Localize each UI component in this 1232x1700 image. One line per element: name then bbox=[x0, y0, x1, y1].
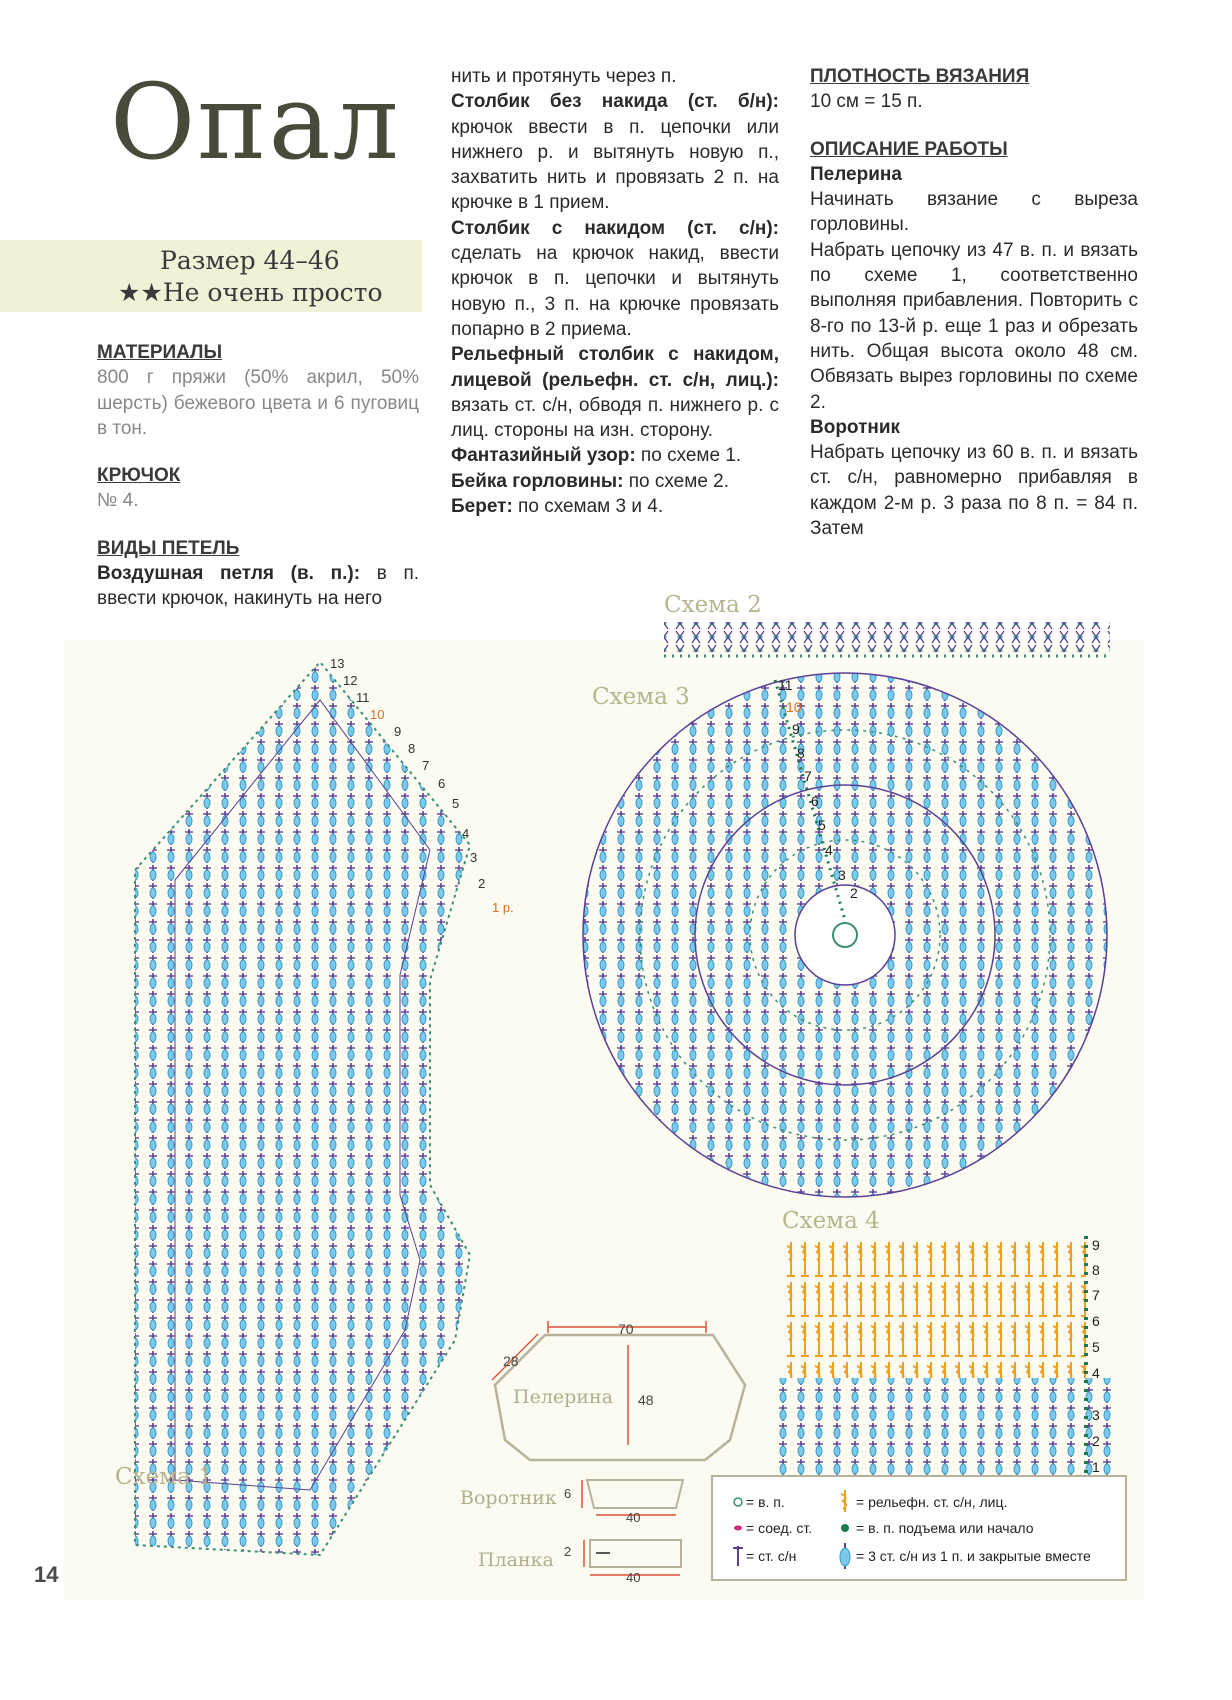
s4-row-8: 8 bbox=[1092, 1262, 1100, 1278]
s3-row-3: 3 bbox=[838, 867, 846, 883]
collar-label: Воротник bbox=[460, 1487, 557, 1509]
schema-2-label: Схема 2 bbox=[664, 592, 762, 618]
s1-row-3: 3 bbox=[470, 850, 478, 865]
beret-term: Берет: bbox=[451, 496, 513, 518]
cape-label: Пелерина bbox=[513, 1386, 613, 1408]
s3-row-7: 7 bbox=[804, 768, 812, 784]
schema-3-chart bbox=[583, 673, 1107, 1197]
hook-heading: КРЮЧОК bbox=[97, 465, 181, 487]
schema-4-row-numbers bbox=[1092, 1237, 1100, 1475]
schema-4-label: Схема 4 bbox=[782, 1208, 880, 1234]
schema-1-label: Схема 1 bbox=[115, 1464, 213, 1490]
schema-3-label: Схема 3 bbox=[592, 684, 690, 710]
difficulty-label: ★★Не очень просто bbox=[118, 278, 383, 307]
s3-row-8: 8 bbox=[797, 745, 805, 761]
s3-row-5: 5 bbox=[818, 817, 826, 833]
collar-subheading: Воротник bbox=[810, 416, 901, 438]
cape-width: 70 bbox=[618, 1321, 634, 1337]
s3-row-10: 10 bbox=[786, 699, 802, 715]
cape-text-1: Начинать вязание с выреза горловины. bbox=[810, 189, 1138, 236]
collar-shape bbox=[587, 1480, 683, 1508]
s1-row-4: 4 bbox=[462, 826, 470, 841]
page-title: Опал bbox=[110, 61, 401, 183]
s4-row-5: 5 bbox=[1092, 1339, 1100, 1355]
cape-height: 48 bbox=[638, 1392, 654, 1408]
collar-height: 6 bbox=[564, 1486, 572, 1501]
cape-side: 28 bbox=[503, 1353, 519, 1369]
legend bbox=[712, 1476, 1126, 1580]
cape-subheading: Пелерина bbox=[810, 163, 902, 185]
fpdc-term: Рельефный столбик с накидом, лицевой (рельефн. ст. с/н, лиц.): bbox=[451, 344, 779, 391]
s3-row-6: 6 bbox=[811, 793, 819, 809]
legend-cluster: = 3 ст. с/н из 1 п. и закрытые вместе bbox=[856, 1548, 1091, 1564]
cape-dimension-lines bbox=[492, 1321, 706, 1445]
materials-text: 800 г пряжи (50% акрил, 50% шерсть) бежевого цвета и 6 пуговиц в тон. bbox=[97, 367, 419, 439]
s4-row-7: 7 bbox=[1092, 1287, 1100, 1303]
start-chain-legend-icon bbox=[841, 1524, 849, 1532]
gauge-heading: ПЛОТНОСТЬ ВЯЗАНИЯ bbox=[810, 66, 1030, 87]
collar-width: 40 bbox=[626, 1510, 641, 1525]
beret-def: по схемам 3 и 4. bbox=[512, 496, 664, 518]
legend-fpdc: = рельефн. ст. с/н, лиц. bbox=[856, 1494, 1008, 1510]
description-heading: ОПИСАНИЕ РАБОТЫ bbox=[810, 138, 1008, 160]
s1-row-5: 5 bbox=[452, 796, 460, 811]
legend-slip: = соед. ст. bbox=[746, 1520, 813, 1536]
s4-row-1: 1 bbox=[1092, 1459, 1100, 1475]
band-width: 40 bbox=[626, 1570, 641, 1585]
sc-def: крючок ввести в п. цепочки или нижнего р. и вытянуть новую п., захватить нить и провязать 2 п. на крючке в 1 прием. bbox=[451, 116, 779, 214]
schema-1-chart bbox=[135, 662, 470, 1555]
continued-text: нить и протянуть через п. bbox=[451, 66, 677, 87]
schema-2-chart bbox=[664, 622, 1110, 652]
s3-row-4: 4 bbox=[825, 842, 833, 858]
legend-start: = в. п. подъема или начало bbox=[856, 1520, 1034, 1536]
s4-row-9: 9 bbox=[1092, 1237, 1100, 1253]
s1-row-12: 12 bbox=[343, 673, 358, 688]
chain-stitch-def: в п. ввести крючок, накинуть на него bbox=[97, 563, 420, 610]
s3-row-9: 9 bbox=[792, 721, 800, 737]
size-label: Размер 44–46 bbox=[160, 246, 340, 275]
sc-term: Столбик без накида (ст. б/н): bbox=[451, 91, 779, 113]
collar-text: Набрать цепочку из 60 в. п. и вязать ст. с/н, равномерно прибавляя в каждом 2-м р. 3 раза по 8 п. = 84 п. Затем bbox=[810, 442, 1138, 540]
fancy-term: Фантазийный узор: bbox=[451, 445, 636, 467]
chain-stitch-term: Воздушная петля (в. п.): bbox=[97, 563, 361, 585]
band-label: Планка bbox=[478, 1549, 554, 1571]
cape-text-2: Набрать цепочку из 47 в. п. и вязать по схеме 1, соответственно выполняя прибавления. Повторить с 8-го по 13-й р. еще 1 раз и обрезать нить. Общая высота около 48 см. Обвязать вырез горловины по схеме 2. bbox=[810, 239, 1138, 413]
fpdc-def: вязать ст. с/н, обводя п. нижнего р. с лиц. стороны на изн. сторону. bbox=[451, 394, 779, 442]
hook-text: № 4. bbox=[97, 490, 139, 512]
s1-row-7: 7 bbox=[422, 758, 430, 773]
s1-row-9: 9 bbox=[394, 724, 402, 739]
s1-row-1: 1 р. bbox=[492, 900, 514, 915]
legend-dc: = ст. с/н bbox=[746, 1548, 797, 1564]
s1-row-6: 6 bbox=[438, 776, 446, 791]
neckband-term: Бейка горловины: bbox=[451, 470, 624, 492]
band-height: 2 bbox=[564, 1544, 572, 1559]
s4-row-4: 4 bbox=[1092, 1365, 1100, 1381]
s4-row-3: 3 bbox=[1092, 1407, 1100, 1423]
legend-chain: = в. п. bbox=[746, 1494, 785, 1510]
s4-row-2: 2 bbox=[1092, 1433, 1100, 1449]
dc-term: Столбик с накидом (ст. с/н): bbox=[451, 217, 779, 239]
dc-def: сделать на крючок накид, ввести крючок в п. цепочки и вытянуть новую п., 3 п. на крючке провязать попарно в 2 приема. bbox=[451, 243, 779, 340]
s1-row-13: 13 bbox=[330, 656, 345, 671]
materials-heading: МАТЕРИАЛЫ bbox=[97, 342, 223, 363]
slip-stitch-legend-icon bbox=[734, 1526, 742, 1531]
page-number: 14 bbox=[34, 1562, 59, 1587]
s1-row-2: 2 bbox=[478, 876, 486, 891]
fancy-def: по схеме 1. bbox=[635, 445, 742, 467]
s1-row-11: 11 bbox=[356, 690, 370, 705]
schema-4-chart bbox=[778, 1236, 1118, 1498]
neckband-def: по схеме 2. bbox=[623, 470, 730, 492]
s1-row-8: 8 bbox=[408, 741, 416, 756]
s3-row-2: 2 bbox=[850, 885, 858, 901]
s3-row-11: 11 bbox=[778, 677, 793, 693]
gauge-text: 10 см = 15 п. bbox=[810, 91, 923, 113]
s4-row-6: 6 bbox=[1092, 1313, 1100, 1329]
s1-row-10: 10 bbox=[370, 707, 385, 722]
stitches-heading: ВИДЫ ПЕТЕЛЬ bbox=[97, 537, 240, 559]
